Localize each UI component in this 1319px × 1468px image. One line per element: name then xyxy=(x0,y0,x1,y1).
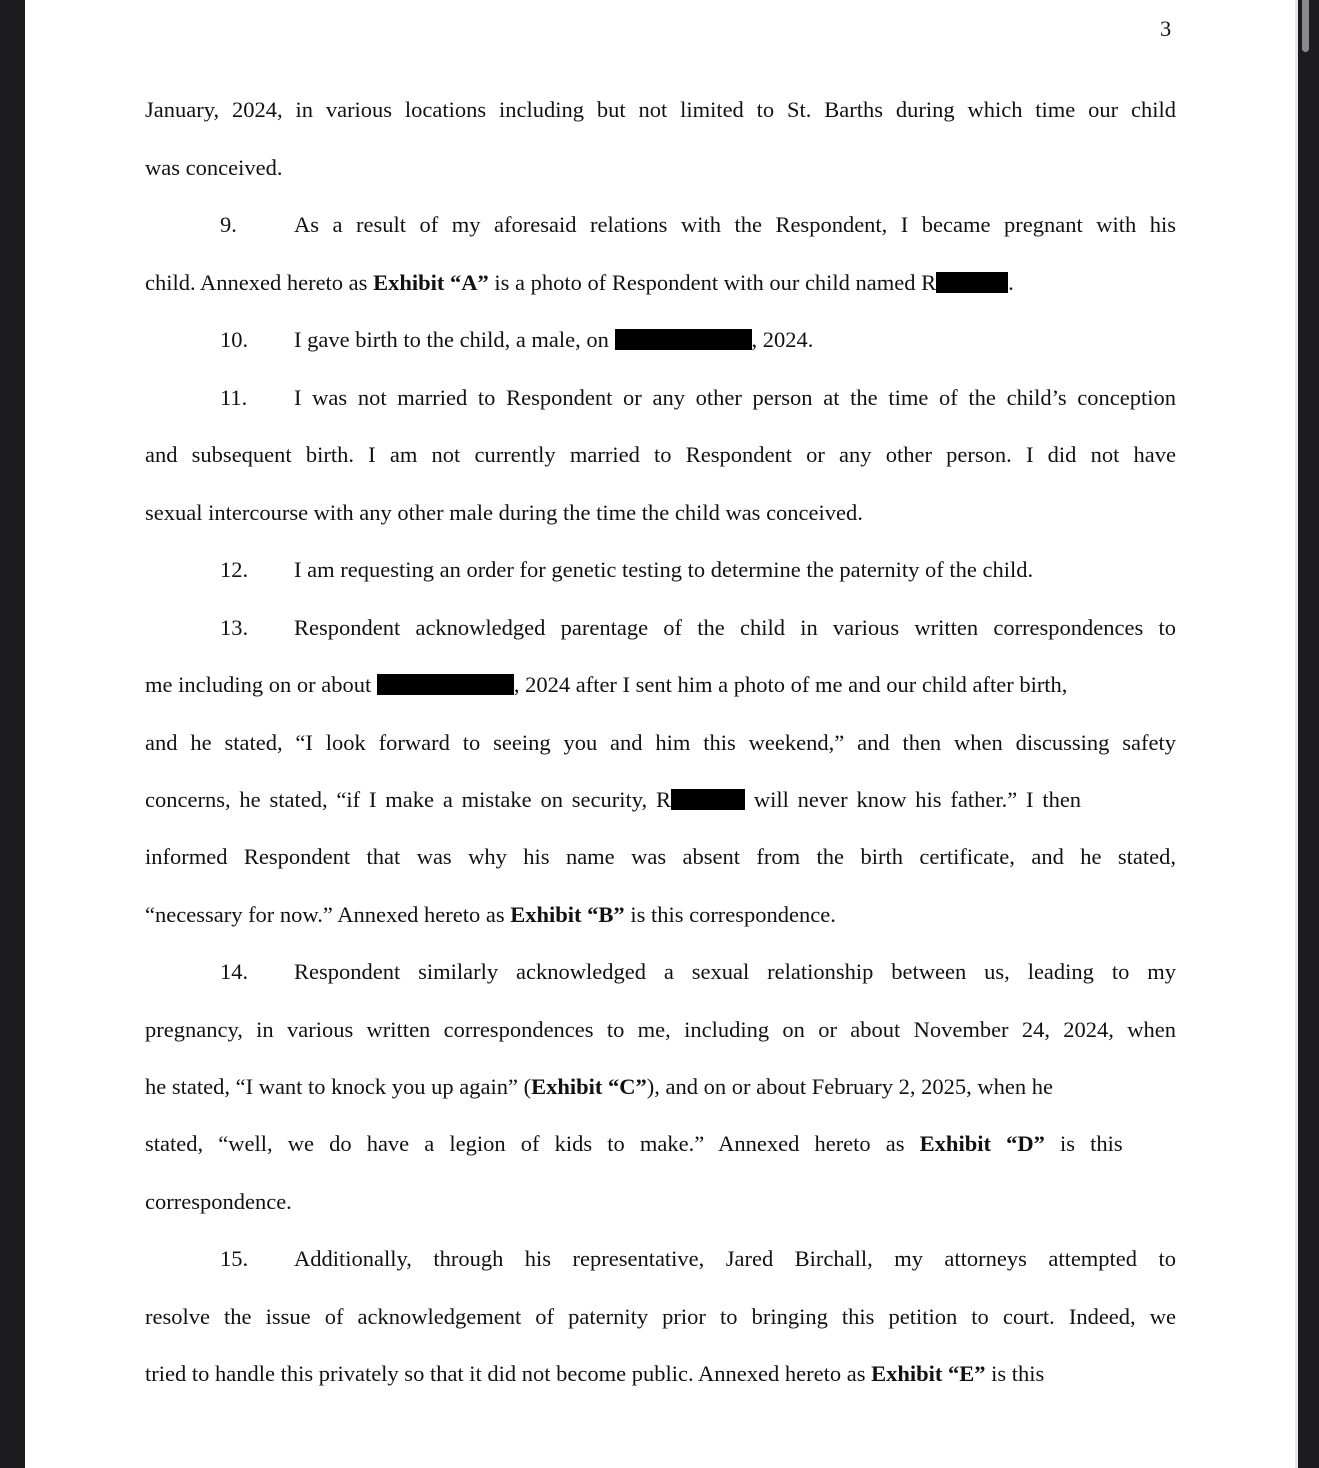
paragraph-number: 9. xyxy=(220,212,237,237)
redaction-bar xyxy=(936,272,1008,293)
paragraph-number: 13. xyxy=(220,615,249,640)
text-line xyxy=(294,325,1176,355)
text-line: Respondent acknowledged parentage of the child in various written correspondences to xyxy=(294,615,1176,640)
text-span: me including on or about xyxy=(145,672,377,697)
exhibit-reference: Exhibit “B” xyxy=(510,902,625,927)
scrollbar-thumb[interactable] xyxy=(1302,0,1309,52)
text-line xyxy=(145,1129,1176,1159)
paragraph-number: 12. xyxy=(220,557,249,582)
redaction-bar xyxy=(615,329,752,350)
paragraph-number: 11. xyxy=(220,385,248,410)
paragraph-number: 15. xyxy=(220,1246,249,1271)
text-line: sexual intercourse with any other male during the time the child was conceived. xyxy=(145,500,863,525)
text-span: stated, “well, we do have a legion of kids to make.” Annexed hereto as xyxy=(145,1131,920,1156)
text-span: is a photo of Respondent with our child named R xyxy=(488,270,937,295)
exhibit-reference: Exhibit “A” xyxy=(373,270,489,295)
text-line: I am requesting an order for genetic testing to determine the paternity of the child. xyxy=(294,557,1034,582)
text-span: . xyxy=(1008,270,1014,295)
text-span: “necessary for now.” Annexed hereto as xyxy=(145,902,511,927)
exhibit-reference: Exhibit “C” xyxy=(531,1074,647,1099)
text-line: January, 2024, in various locations including but not limited to St. Barths during which time our child xyxy=(145,97,1176,122)
text-line: Additionally, through his representative, Jared Birchall, my attorneys attempted to xyxy=(294,1246,1176,1271)
text-line xyxy=(145,785,1176,815)
text-line xyxy=(145,1359,1176,1389)
text-span: ), and on or about February 2, 2025, when he xyxy=(646,1074,1053,1099)
text-span: I gave birth to the child, a male, on xyxy=(294,327,615,352)
text-span: , 2024. xyxy=(751,327,814,352)
exhibit-reference: Exhibit “D” xyxy=(919,1131,1045,1156)
text-span: tried to handle this privately so that it did not become public. Annexed hereto as xyxy=(145,1361,872,1386)
text-span: is this xyxy=(985,1361,1045,1386)
paragraph-number: 14. xyxy=(220,959,249,984)
text-line: resolve the issue of acknowledgement of paternity prior to bringing this petition to court. Indeed, we xyxy=(145,1304,1176,1329)
scrollbar-track[interactable] xyxy=(1298,0,1319,1468)
exhibit-reference: Exhibit “E” xyxy=(871,1361,986,1386)
paragraph-number: 10. xyxy=(220,327,249,352)
text-line xyxy=(145,900,1176,930)
text-span: concerns, he stated, “if I make a mistake on security, R xyxy=(145,787,671,812)
text-line: correspondence. xyxy=(145,1189,292,1214)
text-line: informed Respondent that was why his name was absent from the birth certificate, and he stated, xyxy=(145,844,1176,869)
text-line: and he stated, “I look forward to seeing you and him this weekend,” and then when discussing safety xyxy=(145,730,1176,755)
text-span: is this xyxy=(1044,1131,1123,1156)
text-span: , 2024 after I sent him a photo of me and our child after birth, xyxy=(513,672,1068,697)
text-line: I was not married to Respondent or any other person at the time of the child’s conception xyxy=(294,385,1176,410)
text-span: he stated, “I want to knock you up again” ( xyxy=(145,1074,532,1099)
text-span: child. Annexed hereto as xyxy=(145,270,374,295)
text-line: As a result of my aforesaid relations with the Respondent, I became pregnant with his xyxy=(294,212,1176,237)
text-line: pregnancy, in various written correspondences to me, including on or about November 24, 2024, when xyxy=(145,1017,1176,1042)
text-line xyxy=(145,670,1176,700)
text-line: was conceived. xyxy=(145,155,283,180)
text-line xyxy=(145,268,1176,298)
redaction-bar xyxy=(671,789,745,810)
text-span: will never know his father.” I then xyxy=(745,787,1082,812)
text-line: and subsequent birth. I am not currently married to Respondent or any other person. I did not have xyxy=(145,442,1176,467)
text-span: is this correspondence. xyxy=(624,902,836,927)
page-number: 3 xyxy=(1160,16,1172,41)
redaction-bar xyxy=(377,674,514,695)
text-line: Respondent similarly acknowledged a sexual relationship between us, leading to my xyxy=(294,959,1176,984)
text-line xyxy=(145,1072,1176,1102)
